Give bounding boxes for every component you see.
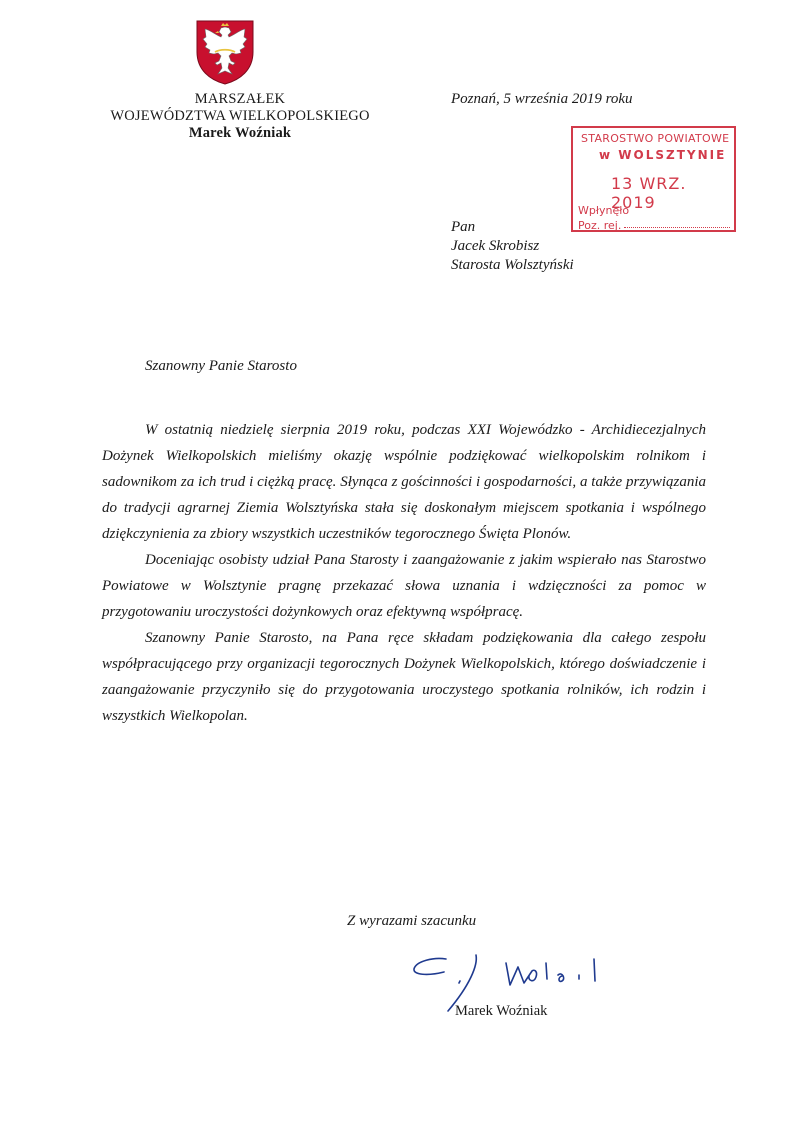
- salutation: Szanowny Panie Starosto: [145, 358, 297, 374]
- stamp-date: 13 WRZ. 2019: [611, 174, 687, 212]
- paragraph-2: Doceniając osobisty udział Pana Starosty i zaangażowanie z jakim wspierało nas Starostwo Powiatowe w Wolsztynie pragnę przekazać słowa uznania i wdzięczności za pomoc w przygotowaniu uroczystości dożynkowych oraz efektywną współpracę.: [102, 552, 706, 620]
- white-eagle-coat-of-arms-icon: [194, 18, 256, 86]
- recipient-position: Starosta Wolsztyński: [451, 257, 574, 273]
- received-stamp: [571, 126, 736, 232]
- stamp-registry-label: Poz. rej.: [578, 219, 622, 232]
- stamp-registry-line: [578, 219, 730, 232]
- signer-name: Marek Woźniak: [455, 1003, 548, 1019]
- recipient-title: Pan: [451, 219, 476, 235]
- stamp-received-label: Wpłynęło: [578, 204, 630, 217]
- closing: Z wyrazami szacunku: [347, 913, 477, 929]
- letter-body: [102, 417, 706, 729]
- sender-block: [90, 91, 390, 142]
- sender-name: Marek Woźniak: [188, 125, 292, 141]
- paragraph-1: W ostatnią niedzielę sierpnia 2019 roku, podczas XXI Wojewódzko - Archidiecezjalnych Dożynek Wielkopolskich mieliśmy okazję wspólnie podziękować wielkopolskim rolnikom i sadownikom za ich trud i ciężką pracę. Słynąca z gościnności i gospodarności, a także przywiązania do tradycji agrarnej Ziemia Wolsztyńska stała się doskonałym miejscem spotkania i wspólnego dziękczynienia za zbiory wszystkich uczestników tegorocznego Święta Plonów.: [102, 422, 706, 542]
- stamp-dotted-line: [624, 227, 730, 228]
- stamp-town: w WOLSZTYNIE: [599, 148, 727, 162]
- sender-office-line1: MARSZAŁEK: [194, 91, 286, 107]
- sender-office-line2: WOJEWÓDZTWA WIELKOPOLSKIEGO: [110, 108, 370, 124]
- recipient-block: [451, 218, 574, 275]
- stamp-office: STAROSTWO POWIATOWE: [581, 132, 730, 145]
- paragraph-3: Szanowny Panie Starosto, na Pana ręce składam podziękowania dla całego zespołu współpracującego przy organizacji tegorocznych Dożynek Wielkopolskich, którego doświadczenie i zaangażowanie przyczyniło się do przygotowania uroczystego spotkania rolników, ich rodzin i wszystkich Wielkopolan.: [102, 630, 706, 724]
- recipient-name: Jacek Skrobisz: [451, 238, 540, 254]
- dateline: Poznań, 5 września 2019 roku: [451, 91, 633, 107]
